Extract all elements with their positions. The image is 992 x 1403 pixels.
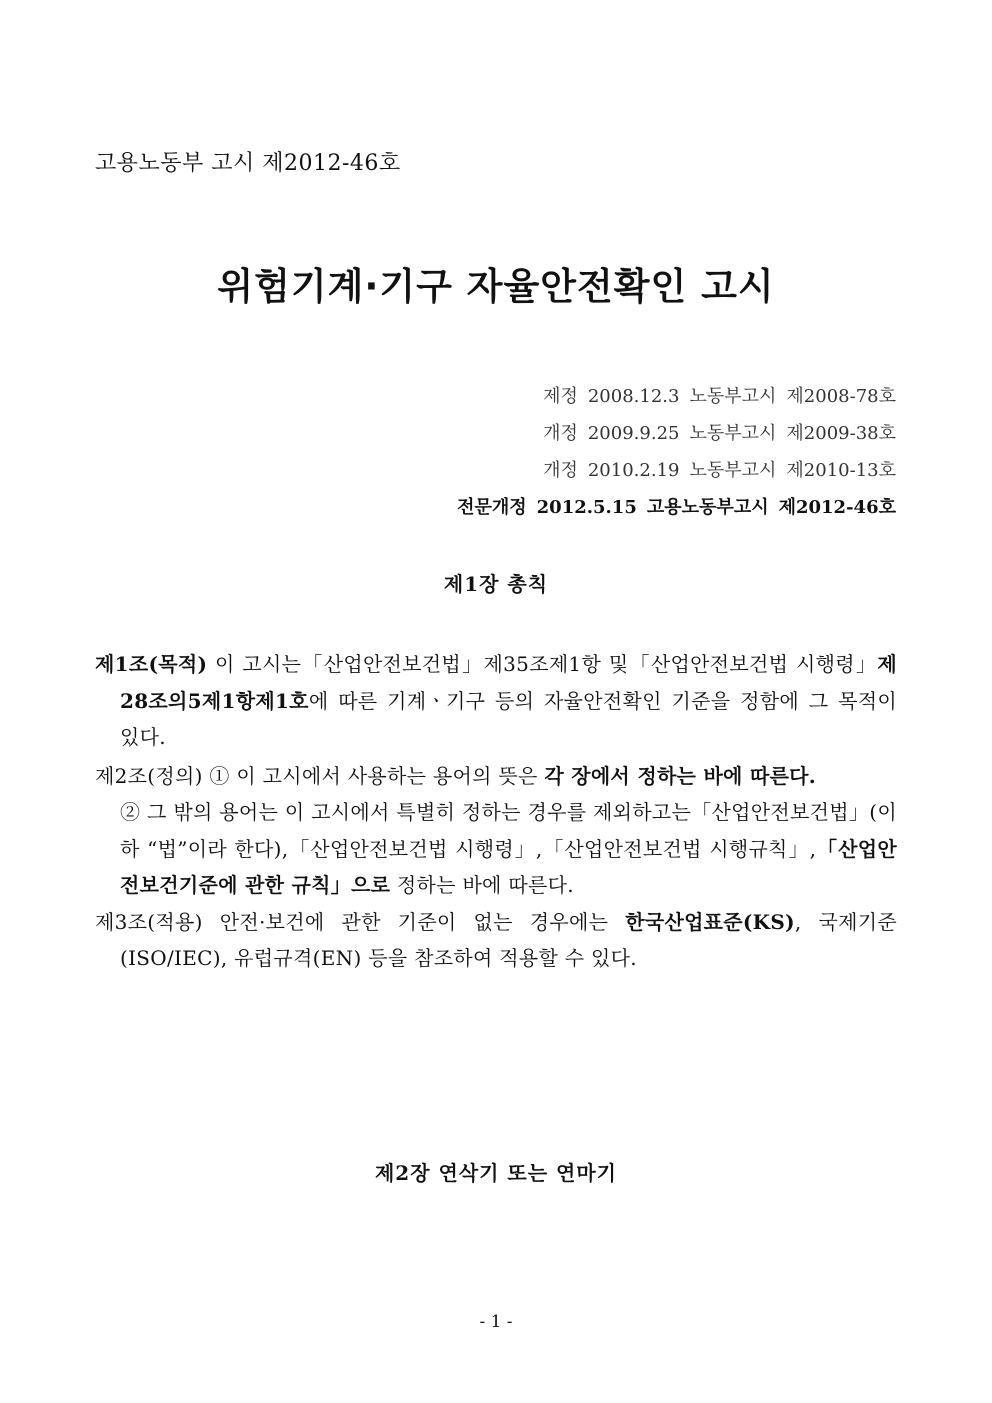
history-number: 제2010-13호 [786,460,896,481]
history-issuer: 노동부고시 [689,386,777,407]
article-2-paragraph-2 [95,794,897,904]
history-date: 2010.2.19 [587,460,680,481]
article-3-heading: 제3조(적용) [95,909,203,934]
history-issuer: 고용노동부고시 [646,497,769,518]
article-2-emphasis: 각 장에서 정하는 바에 따른다. [544,763,817,788]
article-2-heading: 제2조(정의) [95,763,203,788]
article-1-reference: 제28조의5제1항제1호 [120,652,897,713]
article-2 [95,758,897,795]
article-2-para2-end: 정하는 바에 따른다. [390,873,574,897]
document-title: 위험기계·기구 자율안전확인 고시 [217,265,775,308]
history-number: 제2009-38호 [786,423,896,444]
article-2-para2-emphasis: 「산업안전보건기준에 관한 규칙」으로 [120,836,897,897]
article-1-text-end: 에 따른 기계ㆍ기구 등의 자율안전확인 기준을 정함에 그 목적이 있다. [120,688,897,749]
history-issuer: 노동부고시 [689,460,777,481]
notice-number: 고용노동부 고시 제2012-46호 [95,151,401,176]
page-number: - 1 - [479,1312,513,1332]
history-row [457,415,896,452]
article-3-text-end: , 국제기준(ISO/IEC), 유럽규격(EN) 등을 참조하여 적용할 수 있다. [120,909,897,970]
article-3-text: 안전·보건에 관한 기준이 없는 경우에는 [202,909,626,934]
history-row [457,452,896,489]
history-number: 제2012-46호 [778,497,896,518]
chapter-1-title: 제1장 총칙 [443,572,549,596]
history-row [457,378,896,415]
articles [95,646,897,977]
history-row [457,489,896,526]
history-type: 전문개정 [457,497,527,518]
article-3-emphasis: 한국산업표준(KS) [625,909,795,934]
history-date: 2008.12.3 [587,386,680,407]
revision-history [457,378,896,526]
article-1-heading: 제1조(목적) [95,652,208,676]
history-date: 2012.5.15 [536,497,637,518]
article-2-text: ① 이 고시에서 사용하는 용어의 뜻은 [202,763,545,788]
article-2-para2-text: ② 그 밖의 용어는 이 고시에서 특별히 정하는 경우를 제외하고는「산업안전보건법」(이하 “법”이라 한다),「산업안전보건법 시행령」,「산업안전보건법 시행규칙」, [120,800,897,861]
history-issuer: 노동부고시 [689,423,777,444]
history-type: 개정 [543,423,578,444]
history-date: 2009.9.25 [587,423,680,444]
history-number: 제2008-78호 [786,386,896,407]
article-3 [95,904,897,977]
history-type: 제정 [543,386,578,407]
article-1 [95,646,897,756]
article-1-text: 이 고시는「산업안전보건법」제35조제1항 및「산업안전보건법 시행령」 [207,652,878,676]
chapter-2-title: 제2장 연삭기 또는 연마기 [374,1161,617,1185]
history-type: 개정 [543,460,578,481]
